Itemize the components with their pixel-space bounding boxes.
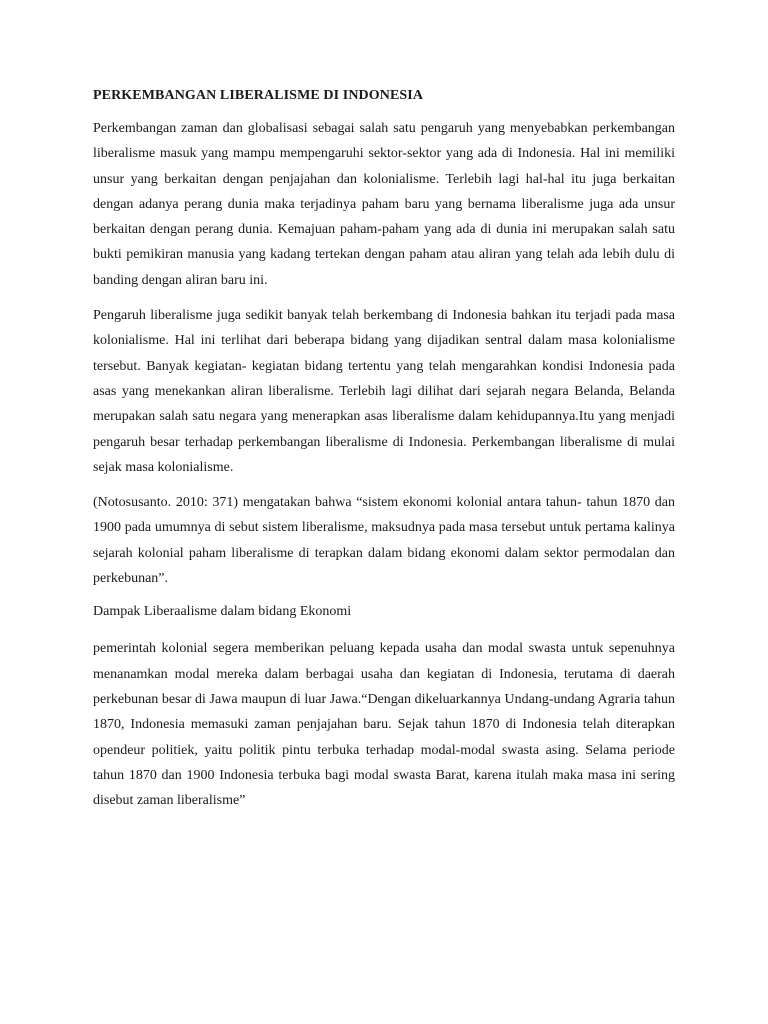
paragraph-2: Pengaruh liberalisme juga sedikit banyak telah berkembang di Indonesia bahkan itu terjadi pada masa kolonialisme. Hal ini terlihat dari beberapa bidang yang dijadikan sentral dalam masa kolonialisme tersebut. Banyak kegiatan- kegiatan bidang tertentu yang telah mengarahkan kondisi Indonesia pada asas yang menekankan aliran liberalisme. Terlebih lagi dilihat dari sejarah negara Belanda, Belanda merupakan salah satu negara yang menerapkan asas liberalisme dalam kehidupannya.Itu yang menjadi pengaruh besar terhadap perkembangan liberalisme di Indonesia. Perkembangan liberalisme di mulai sejak masa kolonialisme. (93, 308, 675, 475)
paragraph-4: pemerintah kolonial segera memberikan peluang kepada usaha dan modal swasta untuk sepenuhnya menanamkan modal mereka dalam berbagai usaha dan kegiatan di Indonesia, terutama di daerah perkebunan besar di Jawa maupun di luar Jawa.“Dengan dikeluarkannya Undang-undang Agraria tahun 1870, Indonesia memasuki zaman penjajahan baru. Sejak tahun 1870 di Indonesia telah diterapkan opendeur politiek, yaitu politik pintu terbuka terhadap modal-modal swasta asing. Selama periode tahun 1870 dan 1900 Indonesia terbuka bagi modal swasta Barat, karena itulah maka masa ini sering disebut zaman liberalisme” (93, 641, 675, 809)
section-subheading: Dampak Liberaalisme dalam bidang Ekonomi (93, 604, 352, 620)
document-body (93, 86, 675, 823)
paragraph-1: Perkembangan zaman dan globalisasi sebagai salah satu pengaruh yang menyebabkan perkembangan liberalisme masuk yang mampu mempengaruhi sektor-sektor yang ada di Indonesia. Hal ini memiliki unsur yang berkaitan dengan penjajahan dan kolonialisme. Terlebih lagi hal-hal itu juga berkaitan dengan adanya perang dunia maka terjadinya paham baru yang bernama liberalisme juga ada unsur berkaitan dengan perang dunia. Kemajuan paham-paham yang ada di dunia ini merupakan salah satu bukti pemikiran manusia yang kadang tertekan dengan paham atau aliran yang telah ada lebih dulu di banding dengan aliran baru ini. (93, 121, 675, 288)
paragraph-3-quote: (Notosusanto. 2010: 371) mengatakan bahwa “sistem ekonomi kolonial antara tahun- tahun 1870 dan 1900 pada umumnya di sebut sistem liberalisme, maksudnya pada masa tersebut untuk pertama kalinya sejarah kolonial paham liberalisme di terapkan dalam bidang ekonomi dalam sektor permodalan dan perkebunan”. (93, 495, 675, 587)
document-title: PERKEMBANGAN LIBERALISME DI INDONESIA (93, 88, 424, 103)
